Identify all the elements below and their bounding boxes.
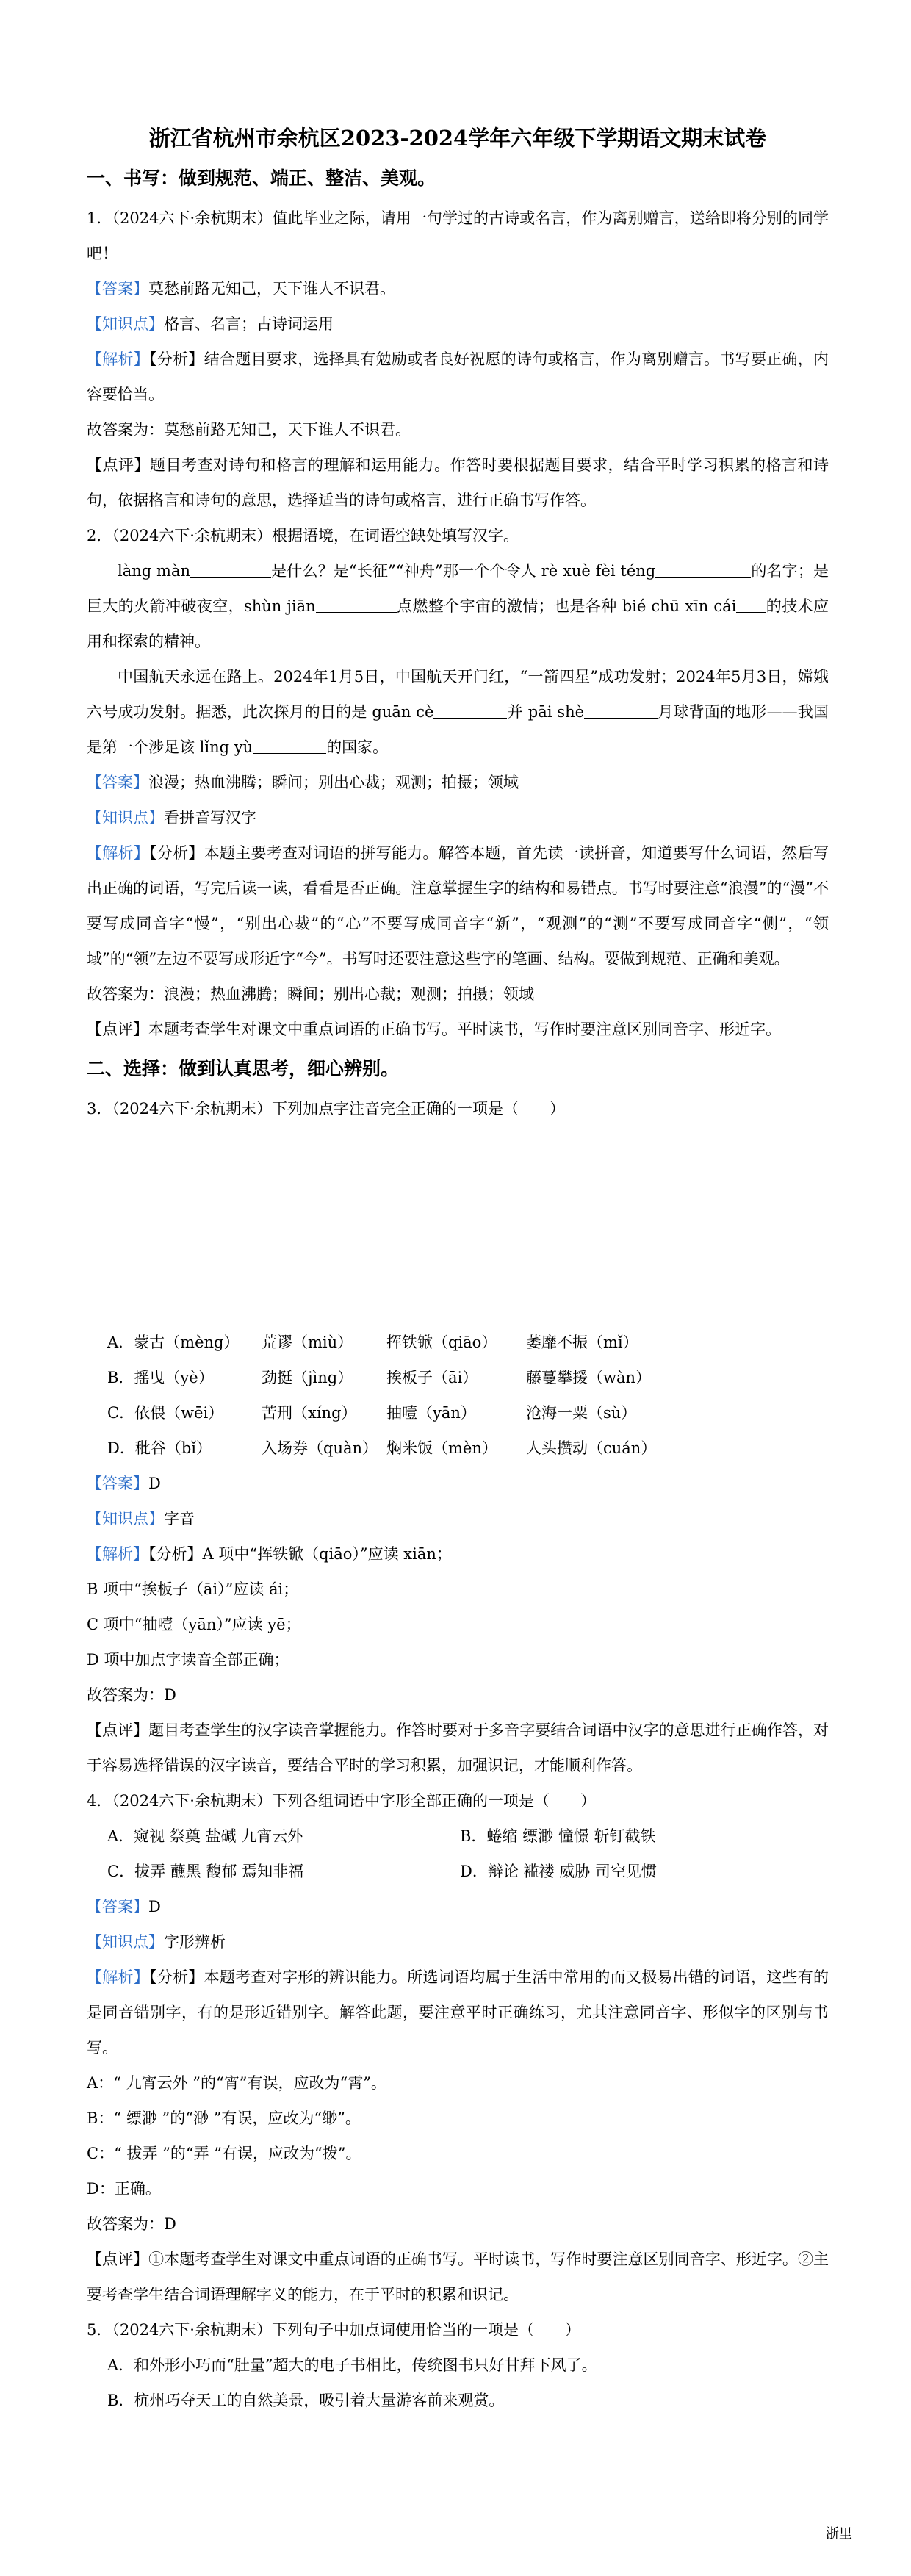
passage-text: 点燃整个宇宙的激情；也是各种 bié chū xīn cái — [396, 597, 737, 615]
q3-option-c[interactable] — [87, 1395, 829, 1431]
knowledge-tag: 【知识点】 — [87, 809, 164, 827]
q1-stem: 1．（2024六下·余杭期末）值此毕业之际，请用一句学过的古诗或名言，作为离别赠言，送给即将分别的同学吧！ — [87, 209, 829, 262]
page-title: 浙江省杭州市余杭区2023-2024学年六年级下学期语文期末试卷 — [148, 126, 767, 151]
knowledge-text: 格言、名言；古诗词运用 — [164, 315, 334, 333]
q4-answer — [87, 1889, 829, 1924]
analysis-tag: 【解析】 — [87, 1968, 150, 1986]
q3-analysis-b: B 项中“挨板子（āi）”应读 ái； — [87, 1580, 299, 1598]
option-word: 挥铁锨（qiāo） — [386, 1334, 497, 1351]
option-word: 藤蔓攀援（wàn） — [526, 1369, 652, 1386]
option-word: 焖米饭（mèn） — [386, 1439, 497, 1457]
document-body — [87, 110, 829, 2418]
q4-analysis-d: D：正确。 — [87, 2180, 161, 2198]
q4-analysis — [87, 1960, 829, 2065]
option-word: 沧海一粟（sù） — [526, 1404, 637, 1422]
passage-text: 并 pāi shè — [507, 703, 585, 721]
option-word: 挨板子（āi） — [386, 1369, 478, 1386]
option-word: C．依偎（wēi） — [107, 1404, 224, 1422]
passage-text: 月球背面的地形——我国是第一个涉足该 lǐng yù — [87, 703, 829, 756]
q3-option-d[interactable] — [87, 1431, 829, 1466]
knowledge-tag: 【知识点】 — [87, 315, 164, 333]
comment-text: 本题考查学生对课文中重点词语的正确书写。平时读书，写作时要注意区别同音字、形近字。 — [148, 1021, 781, 1038]
option-word: 劲挺（jìng） — [262, 1369, 353, 1386]
comment-tag: 【点评】 — [87, 456, 150, 474]
q2-knowledge — [87, 800, 829, 835]
q3-analysis — [87, 1536, 829, 1572]
q3-option-b[interactable] — [87, 1360, 829, 1395]
q1-analysis — [87, 342, 829, 412]
analysis-text: 【分析】结合题目要求，选择具有勉励或者良好祝愿的诗句或格言，作为离别赠言。书写要正确，内容要恰当。 — [87, 350, 829, 403]
answer-text: 浪漫；热血沸腾；瞬间；别出心裁；观测；拍摄；领域 — [148, 774, 519, 791]
q4-analysis-c: C：“ 拔弄 ”的“弄 ”有误，应改为“拨”。 — [87, 2145, 361, 2162]
knowledge-text: 字形辨析 — [164, 1933, 226, 1951]
analysis-text: 【分析】A 项中“挥铁锨（qiāo）”应读 xiān； — [148, 1545, 452, 1563]
analysis-tag: 【解析】 — [87, 350, 150, 368]
q4-final: 故答案为：D — [87, 2215, 176, 2233]
q3-knowledge — [87, 1501, 829, 1536]
q4-analysis-b: B：“ 缥渺 ”的“渺 ”有误，应改为“缈”。 — [87, 2109, 361, 2127]
analysis-text: 【分析】本题考查对字形的辨识能力。所选词语均属于生活中常用的而又极易出错的词语，这些有的是同音错别字，有的是形近错别字。解答此题，要注意平时正确练习，尤其注意同音字、形似字的区别与书写。 — [87, 1968, 829, 2057]
q4-option-b[interactable]: B．蜷缩 缥渺 憧憬 斩钉截铁 — [460, 1827, 656, 1845]
blank[interactable] — [433, 699, 507, 719]
q1-answer — [87, 271, 829, 306]
option-word: 人头攒动（cuán） — [526, 1439, 657, 1457]
option-word: 抽噎（yān） — [386, 1404, 476, 1422]
q3-comment — [87, 1713, 829, 1783]
q4-comment — [87, 2242, 829, 2312]
page-footer: 浙里 — [826, 2526, 852, 2541]
pinyin: làng màn — [118, 562, 190, 580]
knowledge-text: 字音 — [164, 1510, 195, 1528]
q4-option-a[interactable]: A．窥视 祭奠 盐碱 九宵云外 — [107, 1827, 303, 1845]
q4-options — [87, 1818, 829, 1889]
knowledge-tag: 【知识点】 — [87, 1510, 164, 1528]
q2-answer — [87, 765, 829, 800]
q3-analysis-c: C 项中“抽噎（yān）”应读 yē； — [87, 1616, 301, 1633]
q2-passage-2 — [87, 659, 829, 765]
q4-knowledge — [87, 1924, 829, 1960]
q5-stem: 5．（2024六下·余杭期末）下列句子中加点词使用恰当的一项是（ ） — [87, 2321, 580, 2339]
option-word: 入场券（quàn） — [262, 1439, 378, 1457]
option-word: D．秕谷（bǐ） — [107, 1439, 212, 1457]
comment-text: 题目考查对诗句和格言的理解和运用能力。作答时要根据题目要求，结合平时学习积累的格言和诗句，依据格言和诗句的意思，选择适当的诗句或格言，进行正确书写作答。 — [87, 456, 829, 509]
q1-knowledge — [87, 306, 829, 342]
option-word: 苦刑（xíng） — [262, 1404, 357, 1422]
answer-text: D — [148, 1898, 161, 1915]
answer-tag: 【答案】 — [87, 280, 148, 298]
section-heading-1: 一、书写：做到规范、端正、整洁、美观。 — [87, 168, 436, 189]
comment-text: ①本题考查学生对课文中重点词语的正确书写。平时读书，写作时要注意区别同音字、形近字。②主要考查学生结合词语理解字义的能力，在于平时的积累和识记。 — [87, 2251, 829, 2303]
q2-analysis — [87, 835, 829, 976]
comment-tag: 【点评】 — [87, 1021, 148, 1038]
option-word: 荒谬（miù） — [262, 1334, 353, 1351]
q4-option-c[interactable]: C．拔弄 蘸黑 馥郁 焉知非福 — [107, 1863, 304, 1880]
blank[interactable] — [736, 593, 766, 613]
answer-tag: 【答案】 — [87, 774, 148, 791]
comment-tag: 【点评】 — [87, 1721, 149, 1739]
answer-tag: 【答案】 — [87, 1475, 148, 1492]
passage-text: 的名字；是巨大的火箭冲破夜空，shùn jiān — [87, 562, 829, 615]
knowledge-tag: 【知识点】 — [87, 1933, 164, 1951]
blank[interactable] — [253, 734, 326, 754]
section-heading-2: 二、选择：做到认真思考，细心辨别。 — [87, 1058, 400, 1079]
q1-final: 故答案为：莫愁前路无知己，天下谁人不识君。 — [87, 421, 411, 439]
option-word: A．蒙古（mèng） — [107, 1334, 240, 1351]
q5-option-b[interactable]: B．杭州巧夺天工的自然美景，吸引着大量游客前来观赏。 — [107, 2392, 505, 2409]
option-word: 萎靡不振（mǐ） — [526, 1334, 638, 1351]
passage-text: 中国航天永远在路上。2024年1月5日，中国航天开门红，“一箭四星”成功发射；2024年5月3日，嫦娥六号成功发射。据悉，此次探月的目的是 guān cè — [87, 668, 829, 721]
q3-analysis-d: D 项中加点字读音全部正确； — [87, 1651, 289, 1669]
passage-text: 的技术应用和探索的精神。 — [87, 597, 829, 650]
knowledge-text: 看拼音写汉字 — [164, 809, 256, 827]
answer-tag: 【答案】 — [87, 1898, 148, 1915]
q3-answer — [87, 1466, 829, 1501]
analysis-tag: 【解析】 — [87, 1545, 148, 1563]
q3-final: 故答案为：D — [87, 1686, 176, 1704]
comment-tag: 【点评】 — [87, 2251, 149, 2268]
blank[interactable] — [316, 593, 397, 613]
passage-text: 的国家。 — [326, 738, 389, 756]
q4-option-d[interactable]: D．辩论 褴褛 威胁 司空见惯 — [460, 1863, 657, 1880]
q2-stem: 2．（2024六下·余杭期末）根据语境，在词语空缺处填写汉字。 — [87, 527, 519, 544]
q3-options — [87, 1325, 829, 1466]
q2-final: 故答案为：浪漫；热血沸腾；瞬间；别出心裁；观测；拍摄；领域 — [87, 985, 534, 1003]
comment-text: 题目考查学生的汉字读音掌握能力。作答时要对于多音字要结合词语中汉字的意思进行正确作答，对于容易选择错误的汉字读音，要结合平时的学习积累，加强识记，才能顺利作答。 — [87, 1721, 829, 1774]
blank[interactable] — [655, 558, 751, 578]
q3-stem: 3．（2024六下·余杭期末）下列加点字注音完全正确的一项是（ ） — [87, 1100, 565, 1118]
q4-stem: 4．（2024六下·余杭期末）下列各组词语中字形全部正确的一项是（ ） — [87, 1792, 596, 1810]
q4-analysis-a: A：“ 九宵云外 ”的“宵”有误，应改为“霄”。 — [87, 2074, 386, 2092]
q2-passage-1 — [87, 553, 829, 659]
answer-text: 莫愁前路无知己，天下谁人不识君。 — [148, 280, 395, 298]
option-word: B．摇曳（yè） — [107, 1369, 214, 1386]
q1-comment — [87, 447, 829, 518]
q2-comment — [87, 1012, 829, 1047]
q5-option-a[interactable]: A．和外形小巧而“肚量”超大的电子书相比，传统图书只好甘拜下风了。 — [107, 2356, 597, 2374]
passage-text: 是什么？是“长征”“神舟”那一个个令人 rè xuè fèi téng — [271, 562, 656, 580]
analysis-tag: 【解析】 — [87, 844, 150, 862]
q3-option-a[interactable] — [87, 1325, 829, 1360]
blank[interactable] — [584, 699, 658, 719]
blank[interactable] — [190, 558, 271, 578]
blank-space — [87, 1126, 829, 1325]
answer-text: D — [148, 1475, 161, 1492]
analysis-text: 【分析】本题主要考查对词语的拼写能力。解答本题，首先读一读拼音，知道要写什么词语，然后写出正确的词语，写完后读一读，看看是否正确。注意掌握生字的结构和易错点。书写时要注意“浪漫”的“漫”不要写成同音字“慢”，“别出心裁”的“心”不要写成同音字“新”，“观测”的“测”不要写成同音字“侧”，“领域”的“领”左边不要写成形近字“今”。书写时还要注意这些字的笔画、结构。要做到规范、正确和美观。 — [87, 844, 829, 968]
